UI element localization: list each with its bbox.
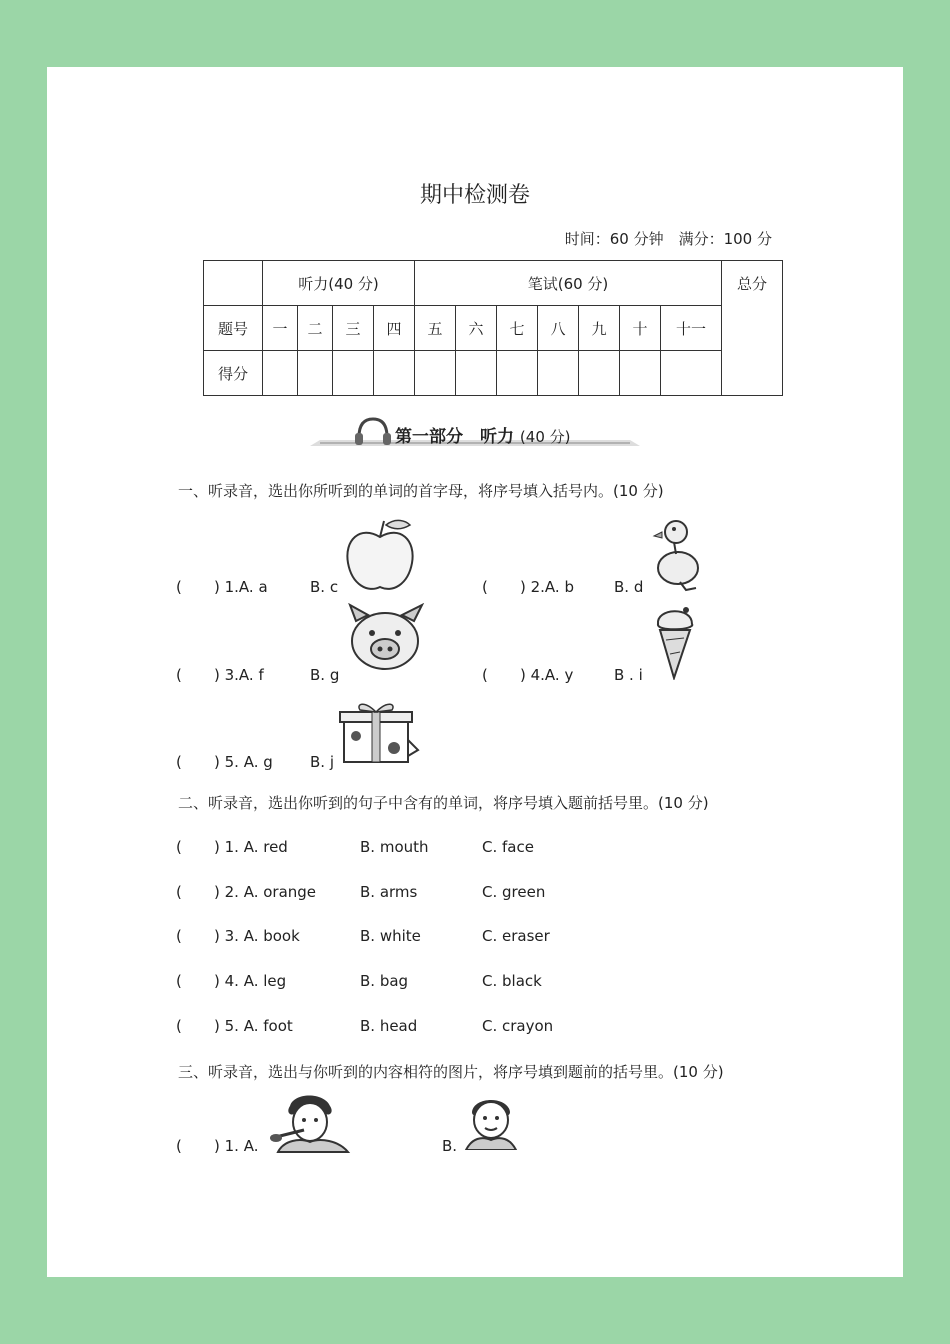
answer-paren[interactable]: ( [176, 753, 182, 771]
score-cell[interactable] [579, 351, 620, 396]
option-a: ) 2. A. orange [214, 883, 317, 901]
score-cell[interactable] [620, 351, 661, 396]
question-number: 三 [333, 306, 374, 351]
page-title: 期中检测卷 [419, 183, 530, 208]
gift-icon [338, 700, 420, 764]
apple-icon [340, 515, 420, 595]
score-table-corner [204, 261, 263, 306]
answer-paren[interactable]: ( [176, 883, 182, 901]
question-label: ) 2.A. b [520, 578, 574, 596]
option-b: B. g [310, 666, 340, 684]
option-a: ) 4. A. leg [214, 972, 287, 990]
score-cell[interactable] [497, 351, 538, 396]
answer-paren[interactable]: ( [176, 578, 182, 596]
question-number: 十一 [661, 306, 722, 351]
section-banner [310, 410, 640, 450]
question-label: ) 1.A. a [214, 578, 268, 596]
option-b: B. arms [360, 883, 418, 901]
option-a: ) 1. A. [214, 1137, 259, 1155]
question-number: 八 [538, 306, 579, 351]
score-cell[interactable] [333, 351, 374, 396]
option-c: C. face [482, 838, 534, 856]
answer-paren[interactable]: ( [176, 927, 182, 945]
score-table [203, 260, 783, 396]
option-b: B. [442, 1137, 458, 1155]
question-number: 六 [456, 306, 497, 351]
option-b: B . i [614, 666, 643, 684]
answer-paren[interactable]: ( [176, 1137, 182, 1155]
option-c: C. green [482, 883, 546, 901]
answer-paren[interactable]: ( [176, 666, 182, 684]
banner-sub: (40 分) [519, 428, 571, 446]
answer-paren[interactable]: ( [482, 578, 488, 596]
question-number: 四 [374, 306, 415, 351]
banner-text [395, 422, 570, 447]
score-cell[interactable] [298, 351, 333, 396]
score-cell[interactable] [456, 351, 497, 396]
question-number: 九 [579, 306, 620, 351]
option-b: B. mouth [360, 838, 429, 856]
answer-paren[interactable]: ( [482, 666, 488, 684]
section3-heading: 三、听录音，选出与你听到的内容相符的图片，将序号填到题前的括号里。(10 分) [178, 1063, 724, 1081]
ice-cream-icon [652, 602, 698, 680]
answer-paren[interactable]: ( [176, 972, 182, 990]
score-cell[interactable] [415, 351, 456, 396]
row-label-score: 得分 [204, 351, 263, 396]
score-cell[interactable] [374, 351, 415, 396]
boy-brushing-teeth-icon [264, 1092, 354, 1154]
option-b: B. j [310, 753, 334, 771]
banner-main: 第一部分 听力 [395, 427, 514, 447]
total-header: 总分 [722, 261, 783, 396]
option-a: ) 3. A. book [214, 927, 300, 945]
question-number: 二 [298, 306, 333, 351]
question-label: ) 3.A. f [214, 666, 264, 684]
option-b: B. head [360, 1017, 418, 1035]
score-cell[interactable] [263, 351, 298, 396]
question-label: ) 4.A. y [520, 666, 574, 684]
section2-heading: 二、听录音，选出你听到的句子中含有的单词，将序号填入题前括号里。(10 分) [178, 794, 709, 812]
row-label-number: 题号 [204, 306, 263, 351]
score-cell[interactable] [538, 351, 579, 396]
option-c: C. black [482, 972, 542, 990]
question-number: 十 [620, 306, 661, 351]
question-number: 七 [497, 306, 538, 351]
pig-icon [344, 603, 426, 673]
boy-face-icon [462, 1094, 520, 1150]
option-b: B. c [310, 578, 339, 596]
option-b: B. d [614, 578, 644, 596]
exam-meta: 时间：60 分钟 满分：100 分 [564, 230, 772, 248]
answer-paren[interactable]: ( [176, 838, 182, 856]
option-b: B. white [360, 927, 421, 945]
question-number: 五 [415, 306, 456, 351]
section1-heading: 一、听录音，选出你所听到的单词的首字母，将序号填入括号内。(10 分) [178, 482, 664, 500]
duck-icon [652, 514, 708, 594]
option-a: ) 5. A. foot [214, 1017, 293, 1035]
writing-header: 笔试(60 分) [415, 261, 722, 306]
answer-paren[interactable]: ( [176, 1017, 182, 1035]
score-cell[interactable] [661, 351, 722, 396]
question-number: 一 [263, 306, 298, 351]
question-label: ) 5. A. g [214, 753, 273, 771]
option-b: B. bag [360, 972, 409, 990]
option-c: C. crayon [482, 1017, 554, 1035]
option-a: ) 1. A. red [214, 838, 288, 856]
option-c: C. eraser [482, 927, 550, 945]
listening-header: 听力(40 分) [263, 261, 415, 306]
